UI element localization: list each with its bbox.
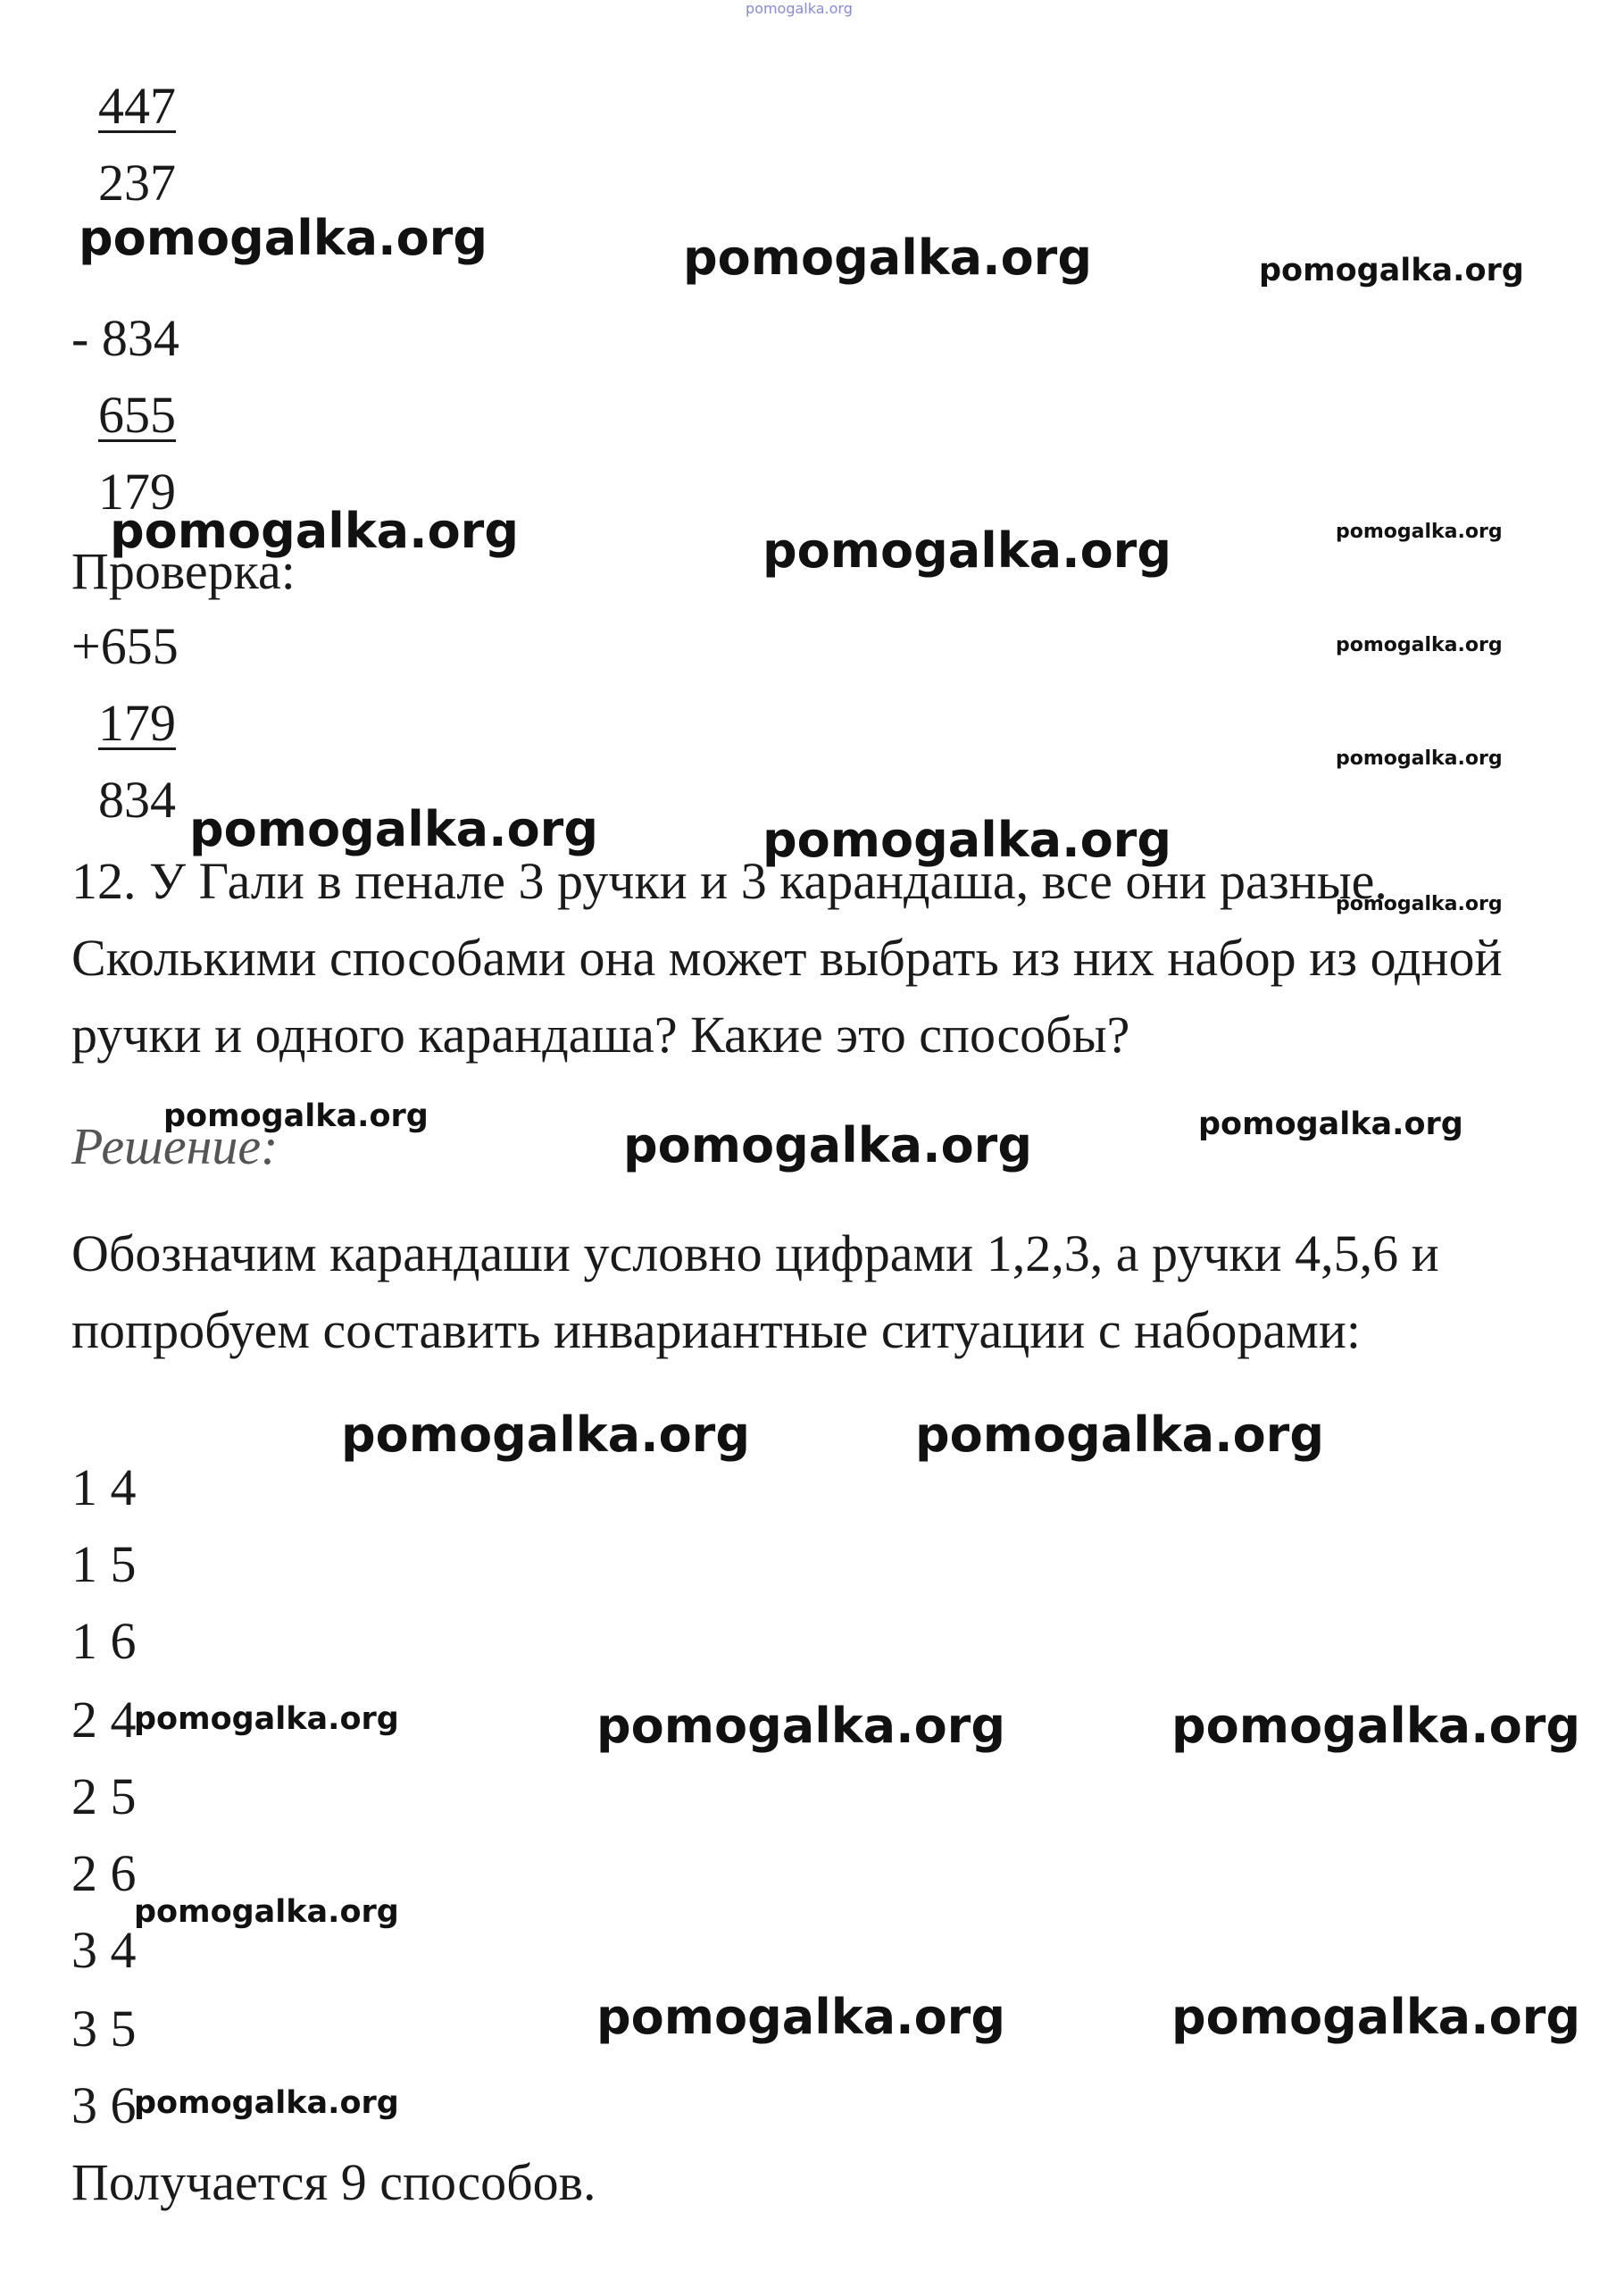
watermark-text: pomogalka.org — [762, 522, 1171, 579]
watermark-text: pomogalka.org — [134, 1701, 399, 1737]
check-addend2: 179 — [98, 694, 176, 752]
calc2-result: 179 — [98, 463, 176, 521]
watermark-text: pomogalka.org — [623, 1117, 1032, 1173]
pair-item: 1 6 — [71, 1612, 137, 1670]
calc1-subtrahend: 447 — [98, 77, 176, 135]
watermark-text: pomogalka.org — [915, 1407, 1324, 1463]
watermark-text: pomogalka.org — [1171, 1698, 1580, 1754]
watermark-text: pomogalka.org — [1336, 521, 1503, 543]
watermark-text: pomogalka.org — [1259, 253, 1524, 288]
calc2-subtrahend: 655 — [98, 386, 176, 444]
calc1-result: 237 — [98, 154, 176, 212]
solution-label: Решение: — [71, 1117, 279, 1175]
watermark-text: pomogalka.org — [341, 1407, 750, 1463]
watermark-text: pomogalka.org — [79, 210, 488, 266]
solution-conclusion: Получается 9 способов. — [71, 2153, 596, 2211]
watermark-text: pomogalka.org — [1336, 634, 1503, 656]
pair-item: 3 6 — [71, 2076, 137, 2134]
solution-text-line-2: попробуем составить инвариантные ситуации с наборами: — [71, 1301, 1361, 1359]
task-line-2: Сколькими способами она может выбрать из них набор из одной — [71, 929, 1503, 987]
check-addend1: +655 — [71, 617, 179, 675]
pair-item: 1 4 — [71, 1458, 137, 1516]
solution-text-line-1: Обозначим карандаши условно цифрами 1,2,3, а ручки 4,5,6 и — [71, 1224, 1439, 1282]
watermark-text: pomogalka.org — [189, 801, 598, 857]
watermark-text: pomogalka.org — [134, 2085, 399, 2121]
watermark-text: pomogalka.org — [134, 1894, 399, 1930]
pair-item: 1 5 — [71, 1535, 137, 1593]
watermark-text: pomogalka.org — [163, 1098, 429, 1134]
watermark-text: pomogalka.org — [1336, 747, 1503, 770]
pair-item: 2 4 — [71, 1691, 137, 1749]
task-line-3: ручки и одного карандаша? Какие это способы? — [71, 1006, 1130, 1064]
watermark-top: pomogalka.org — [746, 0, 853, 17]
watermark-text: pomogalka.org — [1171, 1989, 1580, 2045]
watermark-text: pomogalka.org — [110, 503, 519, 559]
watermark-text: pomogalka.org — [762, 812, 1171, 868]
pair-item: 3 5 — [71, 2000, 137, 2058]
pair-item: 3 4 — [71, 1921, 137, 1979]
check-sum: 834 — [98, 771, 176, 829]
pair-item: 2 5 — [71, 1767, 137, 1825]
watermark-text: pomogalka.org — [1336, 893, 1503, 915]
calc2-minuend: - 834 — [71, 309, 179, 367]
pair-item: 2 6 — [71, 1844, 137, 1902]
watermark-text: pomogalka.org — [596, 1698, 1005, 1754]
watermark-text: pomogalka.org — [1198, 1106, 1463, 1142]
watermark-text: pomogalka.org — [596, 1989, 1005, 2045]
check-label: Проверка: — [71, 542, 296, 600]
task-line-1: 12. У Гали в пенале 3 ручки и 3 карандаша, все они разные. — [71, 852, 1388, 910]
watermark-text: pomogalka.org — [683, 230, 1092, 286]
